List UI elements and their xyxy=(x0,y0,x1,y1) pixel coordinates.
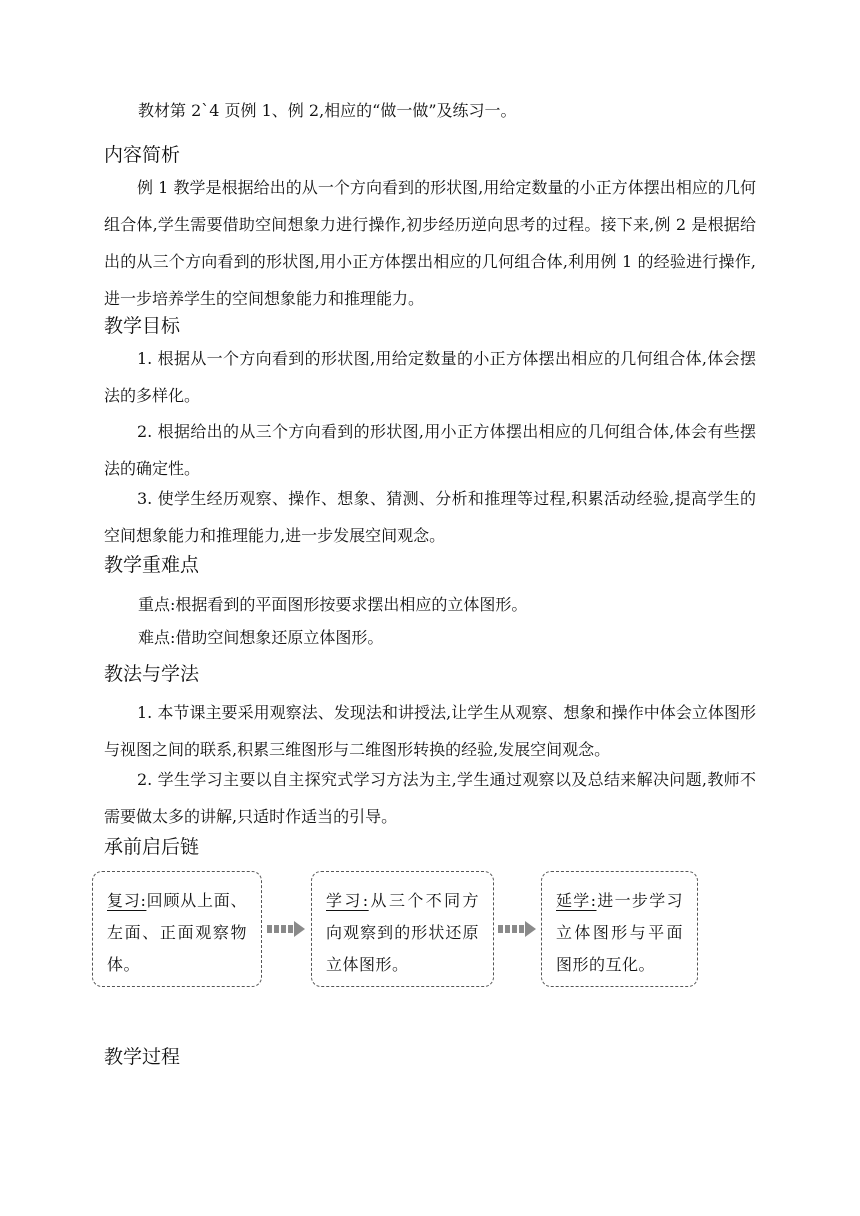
goal-item-2: 2. 根据给出的从三个方向看到的形状图,用小正方体摆出相应的几何组合体,体会有些摆法的确定性。 xyxy=(104,422,756,478)
heading-content-analysis: 内容简析 xyxy=(104,144,181,166)
content-analysis-paragraph: 例 1 教学是根据给出的从一个方向看到的形状图,用给定数量的小正方体摆出相应的几何组合体,学生需要借助空间想象力进行操作,初步经历逆向思考的过程。接下来,例 2 是根据给出的从三个方向看到的形状图,用小正方体摆出相应的几何组合体,利用例 1 的经验进行操作,进一步培养学生的空间想象能力和推理能力。 xyxy=(104,178,756,308)
method-item-1: 1. 本节课主要采用观察法、发现法和讲授法,让学生从观察、想象和操作中体会立体图形与视图之间的联系,积累三维图形与二维图形转换的经验,发展空间观念。 xyxy=(104,703,756,759)
chain-box-extend xyxy=(541,871,698,987)
heading-chain: 承前启后链 xyxy=(104,836,200,858)
heading-teaching-goals: 教学目标 xyxy=(104,315,181,337)
chain-box-learn-tag: 学习: xyxy=(326,891,369,910)
chain-box-review xyxy=(92,871,262,987)
heading-teaching-process: 教学过程 xyxy=(104,1046,181,1068)
method-item-2: 2. 学生学习主要以自主探究式学习方法为主,学生通过观察以及总结来解决问题,教师不需要做太多的讲解,只适时作适当的引导。 xyxy=(104,770,756,826)
chain-box-review-tag: 复习: xyxy=(107,891,147,910)
heading-key-difficult-points: 教学重难点 xyxy=(104,554,200,576)
key-point: 重点:根据看到的平面图形按要求摆出相应的立体图形。 xyxy=(138,595,528,614)
goal-item-3: 3. 使学生经历观察、操作、想象、猜测、分析和推理等过程,积累活动经验,提高学生的空间想象能力和推理能力,进一步发展空间观念。 xyxy=(104,489,756,545)
heading-methods: 教法与学法 xyxy=(104,663,200,685)
chain-box-learn-text: 从三个不同方向观察到的形状还原立体图形。 xyxy=(326,891,479,974)
chain-box-extend-text: 进一步学习立体图形与平面图形的互化。 xyxy=(556,891,683,974)
chain-box-extend-tag: 延学: xyxy=(556,891,597,910)
difficult-point: 难点:借助空间想象还原立体图形。 xyxy=(138,628,384,647)
goal-item-1: 1. 根据从一个方向看到的形状图,用给定数量的小正方体摆出相应的几何组合体,体会摆法的多样化。 xyxy=(104,349,756,405)
chain-box-learn xyxy=(311,871,494,987)
chain-box-review-text: 回顾从上面、左面、正面观察物体。 xyxy=(107,891,247,974)
intro-line: 教材第 2`4 页例 1、例 2,相应的“做一做”及练习一。 xyxy=(138,101,517,120)
chain-arrow-icon xyxy=(267,921,305,937)
chain-arrow-icon xyxy=(498,921,536,937)
